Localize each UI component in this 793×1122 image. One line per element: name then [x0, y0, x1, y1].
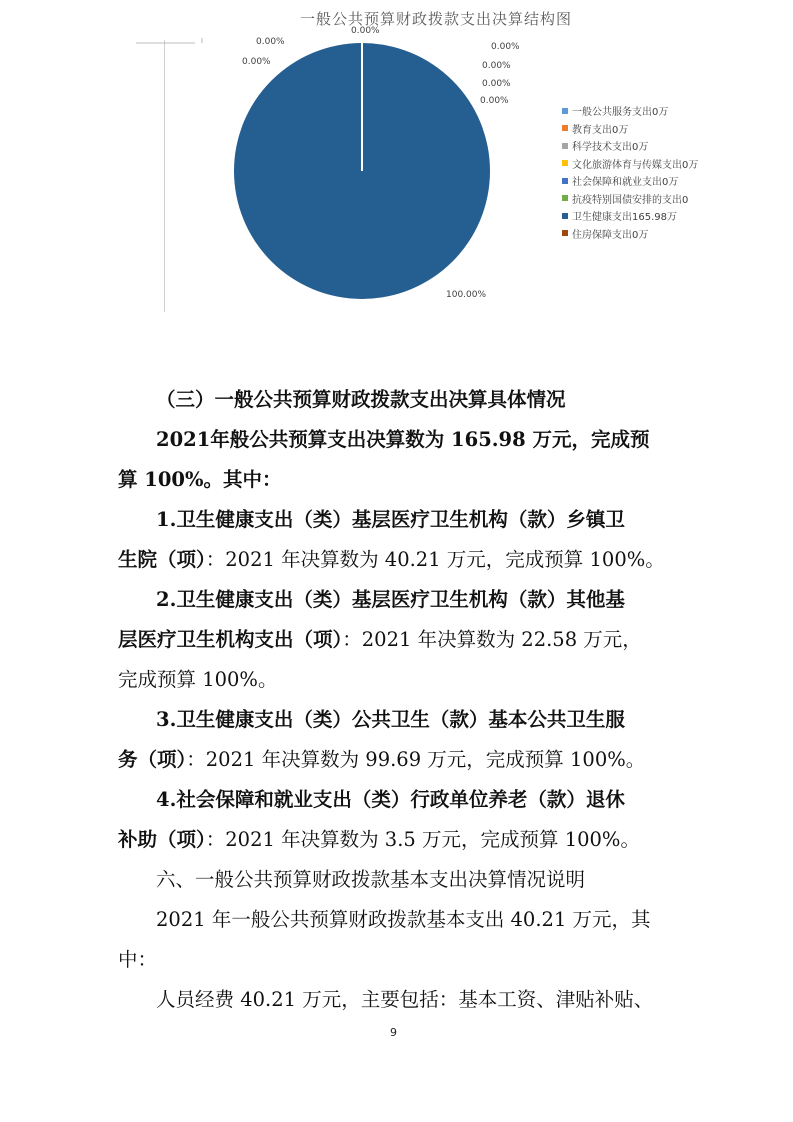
legend-swatch — [562, 160, 568, 166]
item-3-title-cont: 务（项） — [118, 748, 187, 771]
section-heading-text: （三）一般公共预算财政拨款支出决算具体情况 — [156, 388, 566, 411]
section-6-text-2: 中： — [118, 948, 158, 971]
item-2-detail: ：2021 年决算数为 22.58 万元， — [342, 628, 642, 651]
legend-swatch — [562, 143, 568, 149]
legend-swatch — [562, 195, 568, 201]
pie-label-main-slice: 100.00% — [446, 290, 487, 300]
section-6-line-1 — [156, 900, 716, 940]
legend-item — [562, 120, 698, 138]
section-6-line-2 — [118, 940, 678, 980]
legend-item — [562, 155, 698, 173]
section-heading — [156, 380, 716, 420]
section-6-text-1: 2021 年一般公共预算财政拨款基本支出 40.21 万元，其 — [156, 908, 651, 931]
item-2-title-cont: 层医疗卫生机构支出（项） — [118, 628, 343, 651]
item-1-title: 1.卫生健康支出（类）基层医疗卫生机构（款）乡镇卫 — [156, 508, 625, 531]
legend-label: 教育支出0万 — [572, 124, 629, 136]
summary-text-1: 2021年般公共预算支出决算数为 165.98 万元，完成预 — [156, 428, 650, 451]
summary-line-1 — [156, 420, 716, 460]
item-2-line-1 — [156, 580, 716, 620]
item-2-line-3 — [118, 660, 678, 700]
legend-swatch — [562, 178, 568, 184]
legend-item — [562, 137, 698, 155]
pie-label-slice-7: 0.00% — [480, 96, 509, 106]
item-4-detail: ：2021 年决算数为 3.5 万元，完成预算 100%。 — [205, 828, 640, 851]
item-1-detail: ：2021 年决算数为 40.21 万元，完成预算 100%。 — [205, 548, 665, 571]
page-number: 9 — [390, 1026, 397, 1039]
pie-label-slice-4: 0.00% — [491, 42, 520, 52]
section-6-line-3 — [156, 980, 716, 1020]
item-4-line-2 — [118, 820, 678, 860]
legend-swatch — [562, 125, 568, 131]
item-1-line-1 — [156, 500, 716, 540]
item-3-line-2 — [118, 740, 678, 780]
pie-label-slice-5: 0.00% — [482, 61, 511, 71]
legend-swatch — [562, 213, 568, 219]
legend-label: 住房保障支出0万 — [572, 229, 649, 241]
legend-swatch — [562, 230, 568, 236]
item-4-line-1 — [156, 780, 716, 820]
legend-swatch — [562, 108, 568, 114]
legend-item — [562, 225, 698, 243]
item-2-title: 2.卫生健康支出（类）基层医疗卫生机构（款）其他基 — [156, 588, 625, 611]
legend-item — [562, 102, 698, 120]
section-6-heading-text: 六、一般公共预算财政拨款基本支出决算情况说明 — [156, 868, 586, 891]
pie-label-slice-1: 0.00% — [256, 37, 285, 47]
legend-label: 卫生健康支出165.98万 — [572, 212, 677, 224]
item-2-detail-cont: 完成预算 100%。 — [118, 668, 278, 691]
legend-item — [562, 190, 698, 208]
legend-label: 抗疫特别国债安排的支出0 — [572, 194, 689, 206]
pie-label-slice-6: 0.00% — [482, 79, 511, 89]
item-4-title: 4.社会保障和就业支出（类）行政单位养老（款）退休 — [156, 788, 625, 811]
section-6-text-3: 人员经费 40.21 万元，主要包括：基本工资、津贴补贴、 — [156, 988, 654, 1011]
legend-item — [562, 172, 698, 190]
item-1-title-cont: 生院（项） — [118, 548, 206, 571]
item-2-line-2 — [118, 620, 678, 660]
chart-title: 一般公共预算财政拨款支出决算结构图 — [300, 10, 573, 28]
pie-label-slice-2: 0.00% — [242, 57, 271, 67]
item-3-detail: ：2021 年决算数为 99.69 万元，完成预算 100%。 — [186, 748, 646, 771]
item-4-title-cont: 补助（项） — [118, 828, 206, 851]
legend-label: 科学技术支出0万 — [572, 142, 649, 154]
pie-chart — [0, 0, 560, 318]
summary-line-2 — [118, 460, 678, 500]
legend-label: 文化旅游体育与传媒支出0万 — [572, 159, 699, 171]
legend-label: 社会保障和就业支出0万 — [572, 177, 679, 189]
legend-item — [562, 207, 698, 225]
pie-label-slice-3: 0.00% — [351, 26, 380, 36]
item-1-line-2 — [118, 540, 678, 580]
section-6-heading — [156, 860, 716, 900]
legend-label: 一般公共服务支出0万 — [572, 107, 669, 119]
item-3-line-1 — [156, 700, 716, 740]
summary-text-2: 算 100%。其中： — [118, 468, 282, 491]
chart-legend — [562, 102, 698, 242]
item-3-title: 3.卫生健康支出（类）公共卫生（款）基本公共卫生服 — [156, 708, 625, 731]
